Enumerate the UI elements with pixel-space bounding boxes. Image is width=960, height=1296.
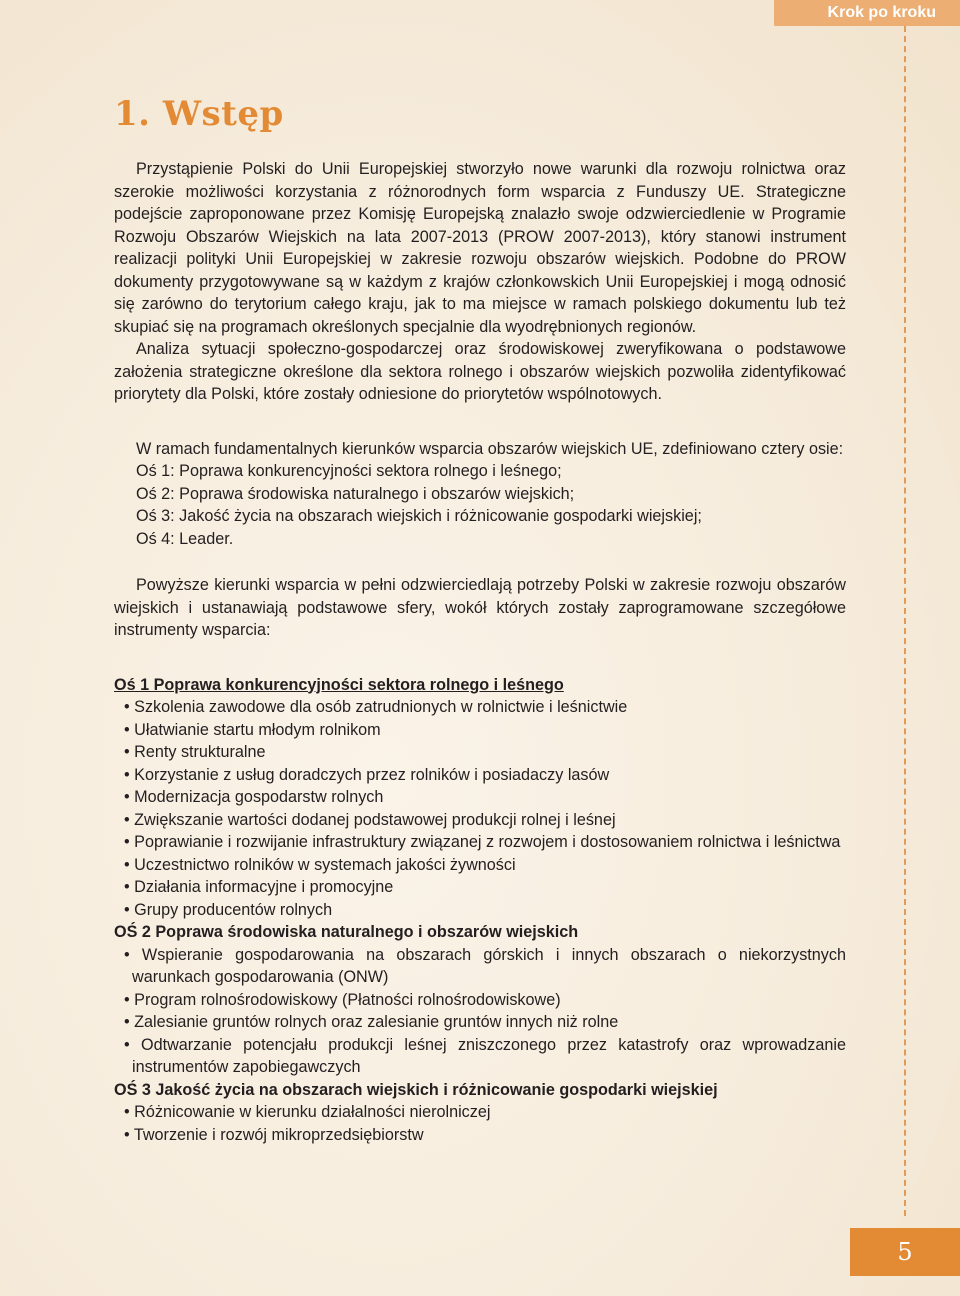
list-item: • Szkolenia zawodowe dla osób zatrudnionych w rolnictwie i leśnictwie <box>124 698 628 716</box>
list-item: • Modernizacja gospodarstw rolnych <box>124 788 384 806</box>
list-item: • Uczestnictwo rolników w systemach jakości żywności <box>124 855 516 874</box>
list-item: • Renty strukturalne <box>124 743 266 761</box>
section-tab: Krok po kroku <box>774 0 960 26</box>
dashed-divider <box>904 26 906 1216</box>
intro-paragraph-1: Przystąpienie Polski do Unii Europejskiej stworzyło nowe warunki dla rozwoju rolnictwa oraz szerokie możliwości korzystania z różnorodnych form wsparcia z Funduszy UE. Strategiczne podejście zaproponowane przez Komisję Europejską znalazło swoje odzwierciedlenie w Programie Rozwoju Obszarów Wiejskich na lata 2007-2013 (PROW 2007-2013), który stanowi instrument realizacji polityki Unii Europejskiej w zakresie rozwoju obszarów wiejskich. Podobne do PROW dokumenty przygotowywane są w każdym z krajów członkowskich Unii Europejskiej i mogą odnosić się zarówno do terytorium całego kraju, jak to ma miejsce w ramach polskiego dokumentu lub też skupiać się na programach określonych specjalnie dla wyodrębnionych regionów. <box>114 160 846 336</box>
axis-item: Oś 1: Poprawa konkurencyjności sektora rolnego i leśnego; <box>136 462 562 480</box>
list-item: • Tworzenie i rozwój mikroprzedsiębiorstw <box>124 1125 424 1144</box>
list-item: • Zwiększanie wartości dodanej podstawowej produkcji rolnej i leśnej <box>124 810 616 829</box>
page-title: 1. Wstęp <box>114 94 284 134</box>
axis-item: Oś 4: Leader. <box>136 529 234 548</box>
page-number: 5 <box>850 1228 960 1276</box>
list-item: • Program rolnośrodowiskowy (Płatności rolnośrodowiskowe) <box>124 990 561 1009</box>
list-item: • Różnicowanie w kierunku działalności nierolniczej <box>124 1103 491 1121</box>
axes-intro: W ramach fundamentalnych kierunków wsparcia obszarów wiejskich UE, zdefiniowano cztery osie: <box>136 439 844 458</box>
axis-item: Oś 2: Poprawa środowiska naturalnego i obszarów wiejskich; <box>136 484 575 503</box>
axis-item: Oś 3: Jakość życia na obszarach wiejskich i różnicowanie gospodarki wiejskiej; <box>136 507 702 525</box>
list-item: • Ułatwianie startu młodym rolnikom <box>124 720 381 739</box>
section-heading-axis-2: OŚ 2 Poprawa środowiska naturalnego i obszarów wiejskich <box>114 923 579 941</box>
list-item: • Grupy producentów rolnych <box>124 900 333 919</box>
main-text <box>114 158 846 1146</box>
list-item: • Poprawianie i rozwijanie infrastruktury związanej z rozwojem i dostosowaniem rolnictwa i leśnictwa <box>124 833 841 851</box>
list-item: • Działania informacyjne i promocyjne <box>124 878 394 896</box>
list-item: • Zalesianie gruntów rolnych oraz zalesianie gruntów innych niż rolne <box>124 1013 619 1031</box>
list-item: • Odtwarzanie potencjału produkcji leśnej zniszczonego przez katastrofy oraz wprowadzanie instrumentów zapobiegawczych <box>124 1035 846 1076</box>
directions-paragraph: Powyższe kierunki wsparcia w pełni odzwierciedlają potrzeby Polski w zakresie rozwoju obszarów wiejskich i ustanawiają podstawowe sfery, wokół których zostały zaprogramowane szczegółowe instrumenty wsparcia: <box>114 576 846 639</box>
list-item: • Wspieranie gospodarowania na obszarach górskich i innych obszarach o niekorzystnych warunkach gospodarowania (ONW) <box>124 945 846 986</box>
section-heading-axis-1: Oś 1 Poprawa konkurencyjności sektora rolnego i leśnego <box>114 675 564 694</box>
section-heading-axis-3: OŚ 3 Jakość życia na obszarach wiejskich i różnicowanie gospodarki wiejskiej <box>114 1080 718 1099</box>
intro-paragraph-2: Analiza sytuacji społeczno-gospodarczej oraz środowiskowej zweryfikowana o podstawowe założenia strategiczne określone dla sektora rolnego i obszarów wiejskich pozwoliła zidentyfikować priorytety dla Polski, które zostały odniesione do priorytetów wspólnotowych. <box>114 340 846 403</box>
list-item: • Korzystanie z usług doradczych przez rolników i posiadaczy lasów <box>124 765 610 784</box>
